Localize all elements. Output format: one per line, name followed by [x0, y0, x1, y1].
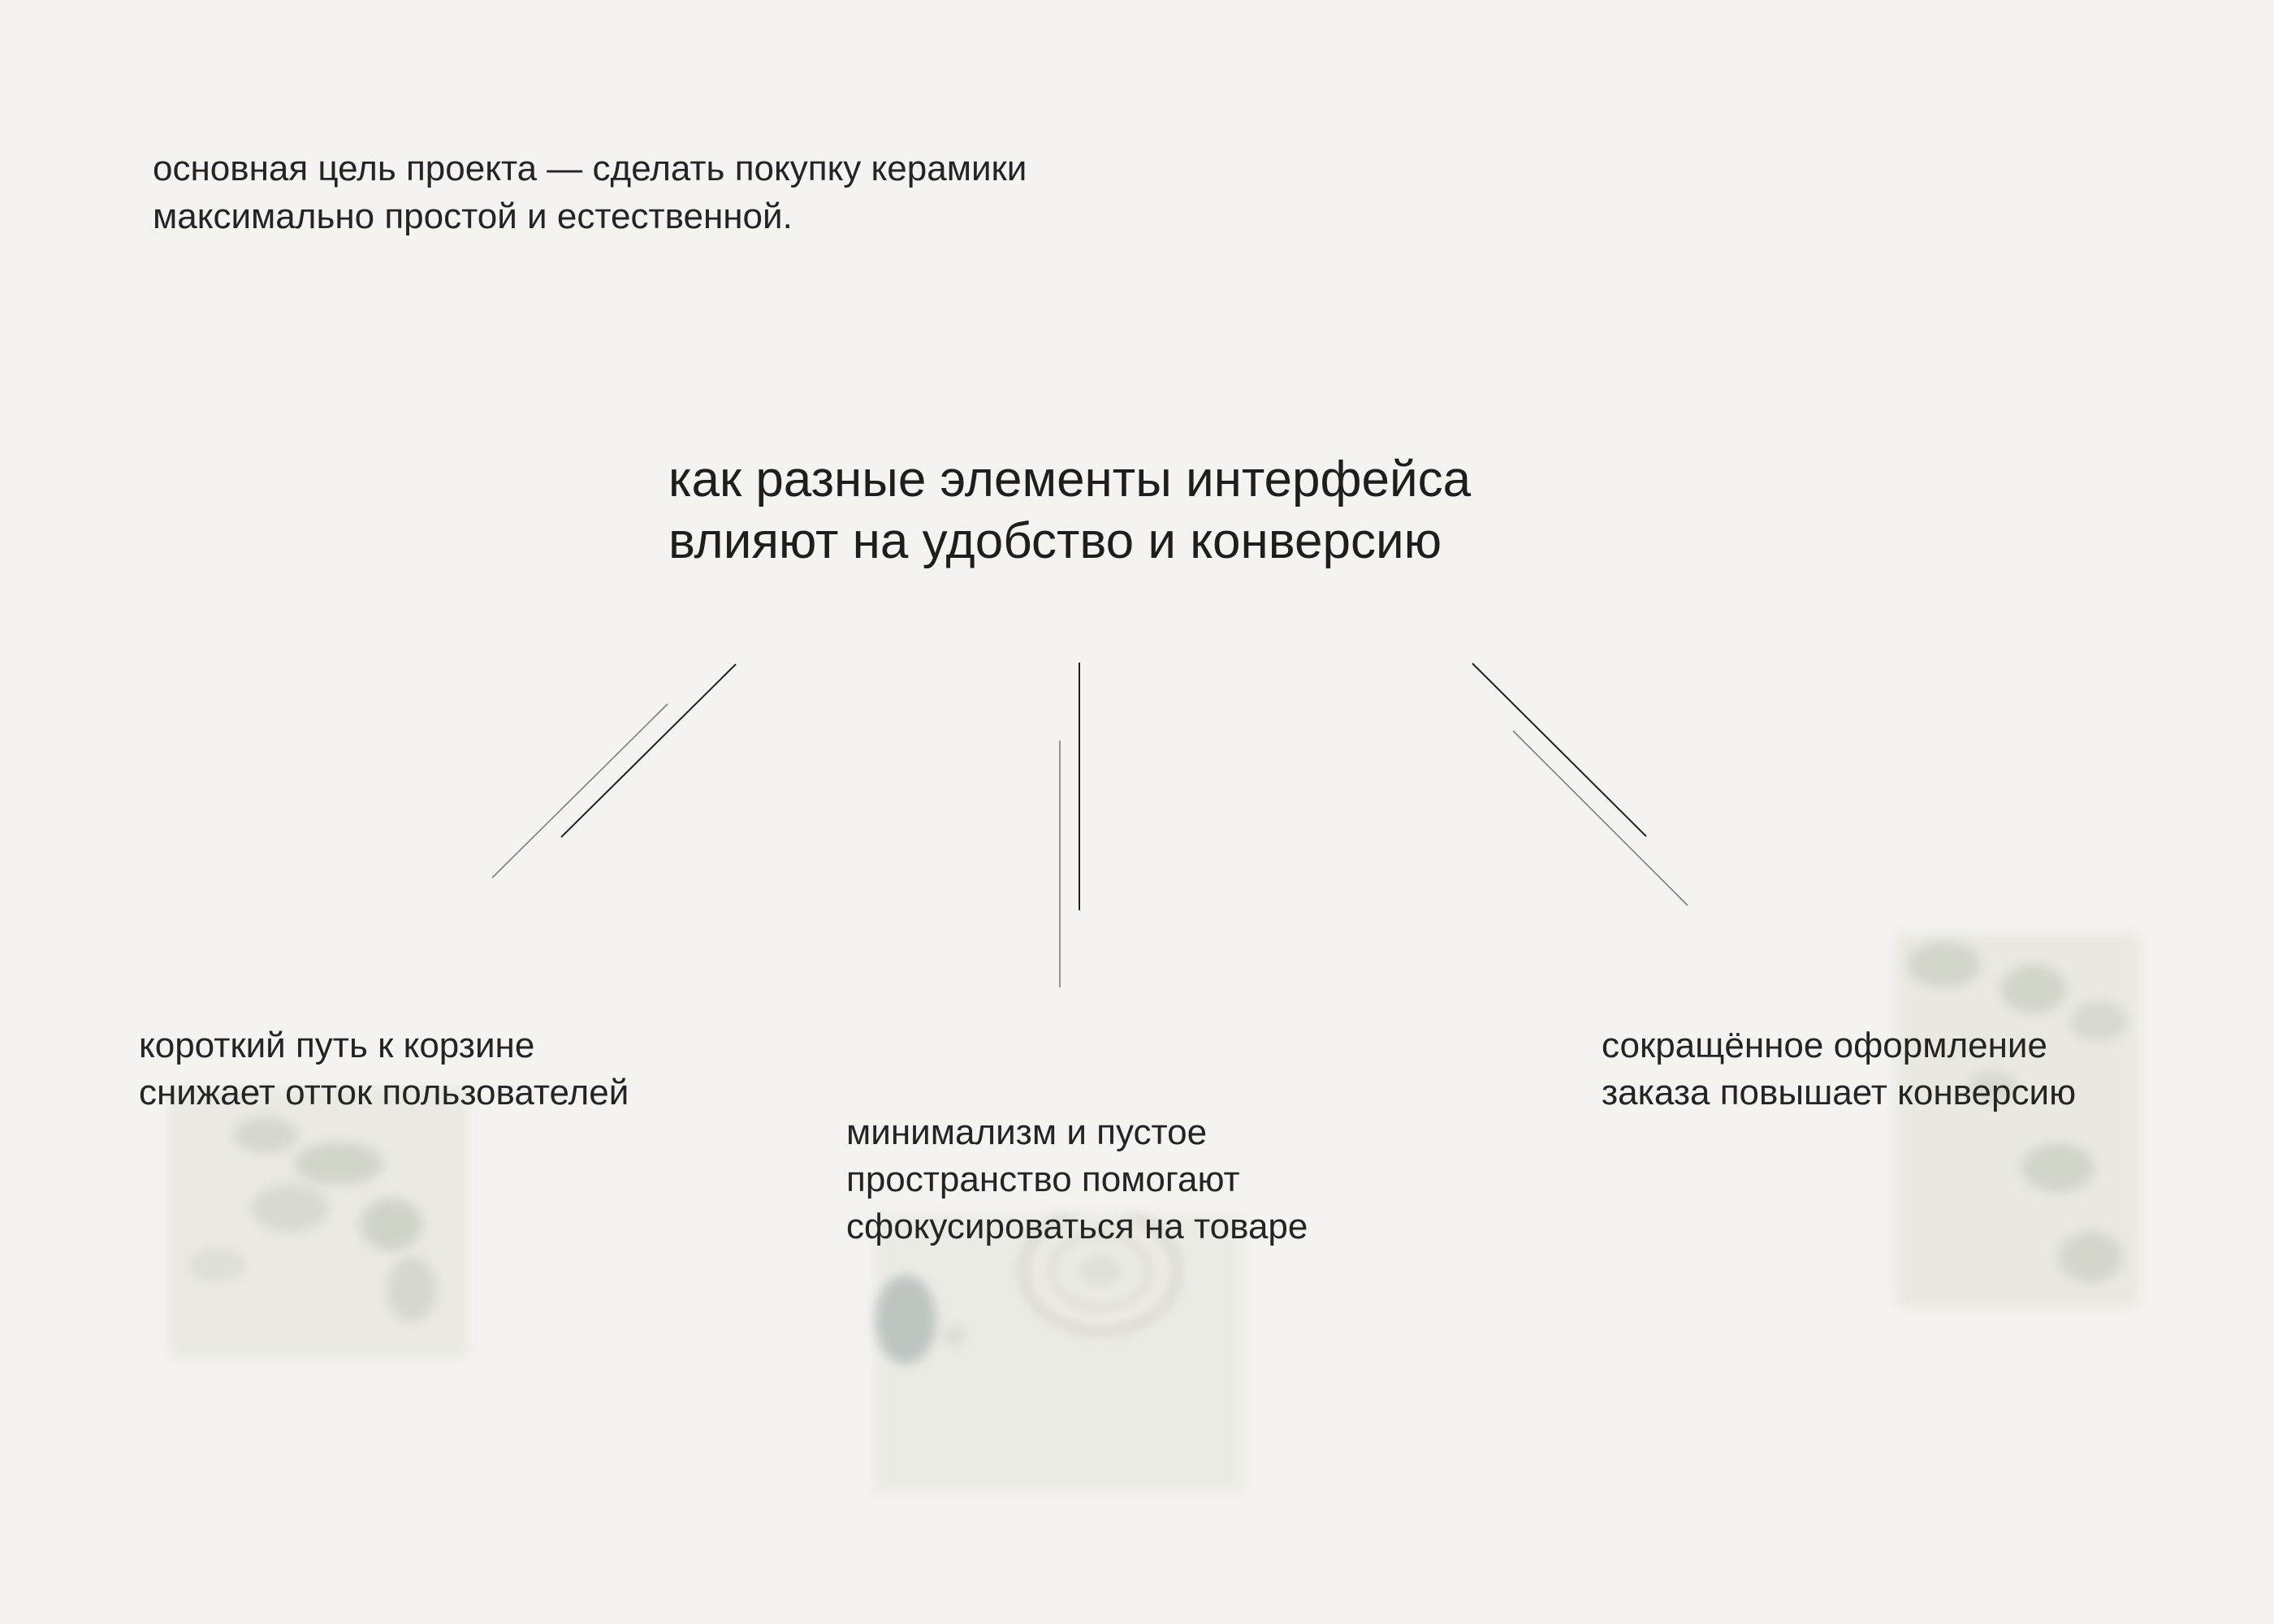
point-minimalism-focus: минимализм и пустое пространство помогают сфокусироваться на товаре	[846, 1112, 1308, 1246]
connector-right-light	[1513, 731, 1688, 905]
connector-right-dark	[1472, 663, 1646, 836]
point-short-checkout: сокращённое оформление заказа повышает конверсию	[1602, 1026, 2077, 1112]
ceramic-bowl-photo	[873, 1214, 1243, 1494]
central-heading: как разные элементы интерфейса влияют на удобство и конверсию	[668, 451, 1472, 569]
branch-shadow-photo	[1896, 932, 2139, 1307]
connector-left-light	[492, 704, 668, 878]
connector-left-dark	[561, 664, 736, 837]
point-short-path-to-cart: короткий путь к корзине снижает отток пользователей	[139, 1026, 629, 1112]
leaf-shadow-photo	[168, 1086, 469, 1358]
project-goal-text: основная цель проекта — сделать покупку керамики максимально простой и естественной.	[153, 149, 1027, 236]
